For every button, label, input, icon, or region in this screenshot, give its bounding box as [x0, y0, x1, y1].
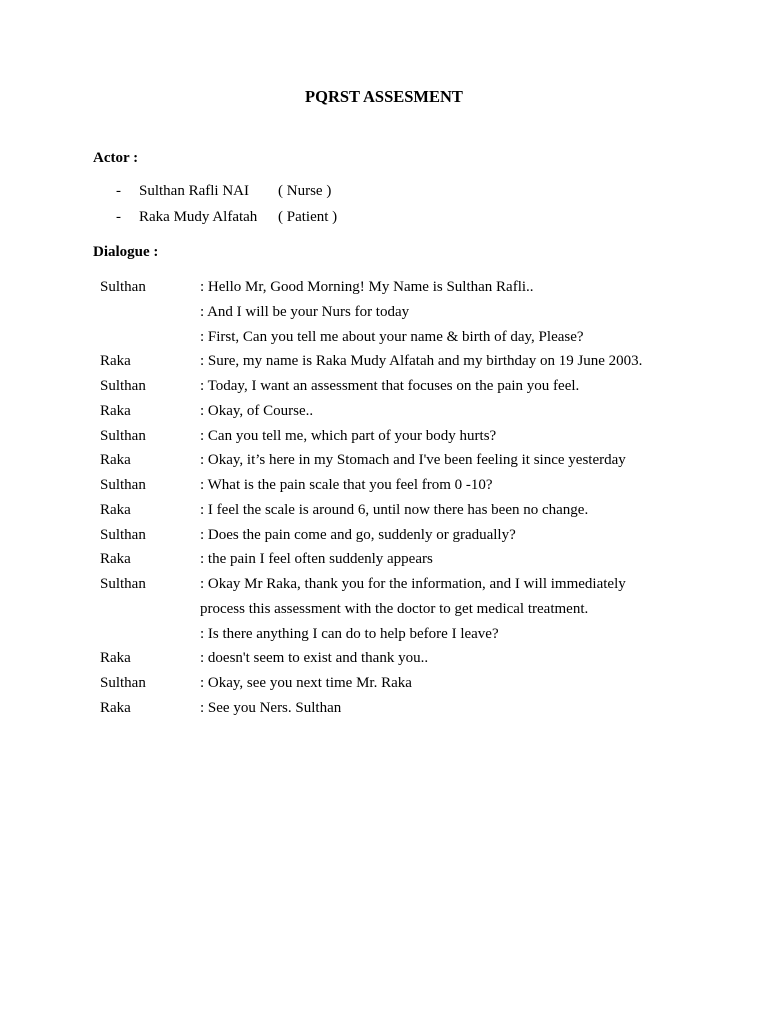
- dialogue-line: [0, 278, 768, 303]
- dialogue-speaker: Sulthan: [100, 378, 146, 394]
- dialogue-text: : What is the pain scale that you feel from 0 -10?: [200, 477, 493, 493]
- dialogue-text: : I feel the scale is around 6, until now there has been no change.: [200, 501, 589, 518]
- document-title: PQRST ASSESMENT: [305, 87, 463, 106]
- dialogue-speaker: Raka: [100, 452, 131, 469]
- dialogue-text: : Is there anything I can do to help before I leave?: [200, 625, 499, 642]
- dialogue-line: [0, 674, 768, 699]
- dialogue-line: [0, 699, 768, 724]
- dialogue-speaker: Sulthan: [100, 675, 146, 691]
- dialogue-text: : Sure, my name is Raka Mudy Alfatah and my birthday on 19 June 2003.: [200, 353, 643, 370]
- actor-name: Sulthan Rafli NAI: [139, 183, 249, 199]
- dialogue-text: : Okay Mr Raka, thank you for the information, and I will immediately: [200, 576, 626, 592]
- list-dash: -: [116, 183, 121, 199]
- dialogue-text: : First, Can you tell me about your name & birth of day, Please?: [200, 328, 584, 345]
- dialogue-line: [0, 303, 768, 328]
- dialogue-speaker: Raka: [100, 551, 131, 568]
- dialogue-line: [0, 377, 768, 402]
- actor-item: [0, 208, 768, 234]
- dialogue-speaker: Raka: [100, 501, 131, 518]
- dialogue-text: process this assessment with the doctor to get medical treatment.: [200, 600, 589, 617]
- dialogue-line: [0, 550, 768, 575]
- dialogue-speaker: Sulthan: [100, 477, 146, 493]
- actor-heading: Actor :: [93, 150, 139, 166]
- dialogue-text: : See you Ners. Sulthan: [200, 699, 342, 716]
- dialogue-speaker: Raka: [100, 353, 131, 370]
- dialogue-line: [0, 600, 768, 625]
- dialogue-text: : Okay, it’s here in my Stomach and I've been feeling it since yesterday: [200, 452, 626, 469]
- dialogue-speaker: Sulthan: [100, 576, 146, 592]
- dialogue-text: : Okay, of Course..: [200, 402, 314, 419]
- dialogue-line: [0, 352, 768, 377]
- dialogue-line: [0, 328, 768, 353]
- actor-name: Raka Mudy Alfatah: [139, 209, 258, 225]
- dialogue-text: : Hello Mr, Good Morning! My Name is Sulthan Rafli..: [200, 279, 534, 295]
- dialogue-line: [0, 649, 768, 674]
- dialogue-speaker: Sulthan: [100, 427, 146, 444]
- dialogue-text: : And I will be your Nurs for today: [200, 303, 410, 320]
- dialogue-speaker: Raka: [100, 402, 131, 419]
- dialogue-speaker: Raka: [100, 699, 131, 716]
- dialogue-text: : doesn't seem to exist and thank you..: [200, 650, 429, 667]
- dialogue-text: : the pain I feel often suddenly appears: [200, 551, 433, 568]
- dialogue-text: : Today, I want an assessment that focuses on the pain you feel.: [200, 378, 580, 394]
- dialogue-text: : Can you tell me, which part of your body hurts?: [200, 427, 497, 444]
- actor-role: ( Patient ): [278, 209, 338, 225]
- dialogue-text: : Okay, see you next time Mr. Raka: [200, 675, 412, 691]
- actor-list: [0, 182, 768, 234]
- dialogue-line: [0, 451, 768, 476]
- actor-role: ( Nurse ): [278, 183, 332, 199]
- dialogue-heading: Dialogue :: [93, 244, 159, 260]
- dialogue-line: [0, 575, 768, 600]
- dialogue-line: [0, 402, 768, 427]
- actor-item: [0, 182, 768, 208]
- dialogue-speaker: Sulthan: [100, 526, 146, 543]
- list-dash: -: [116, 209, 121, 225]
- dialogue-speaker: Raka: [100, 650, 131, 667]
- dialogue-line: [0, 526, 768, 551]
- dialogue-speaker: Sulthan: [100, 279, 146, 295]
- dialogue-text: : Does the pain come and go, suddenly or gradually?: [200, 526, 516, 543]
- dialogue-line: [0, 427, 768, 452]
- dialogue-line: [0, 501, 768, 526]
- dialogue-line: [0, 476, 768, 501]
- dialogue-list: [0, 278, 768, 724]
- dialogue-line: [0, 625, 768, 650]
